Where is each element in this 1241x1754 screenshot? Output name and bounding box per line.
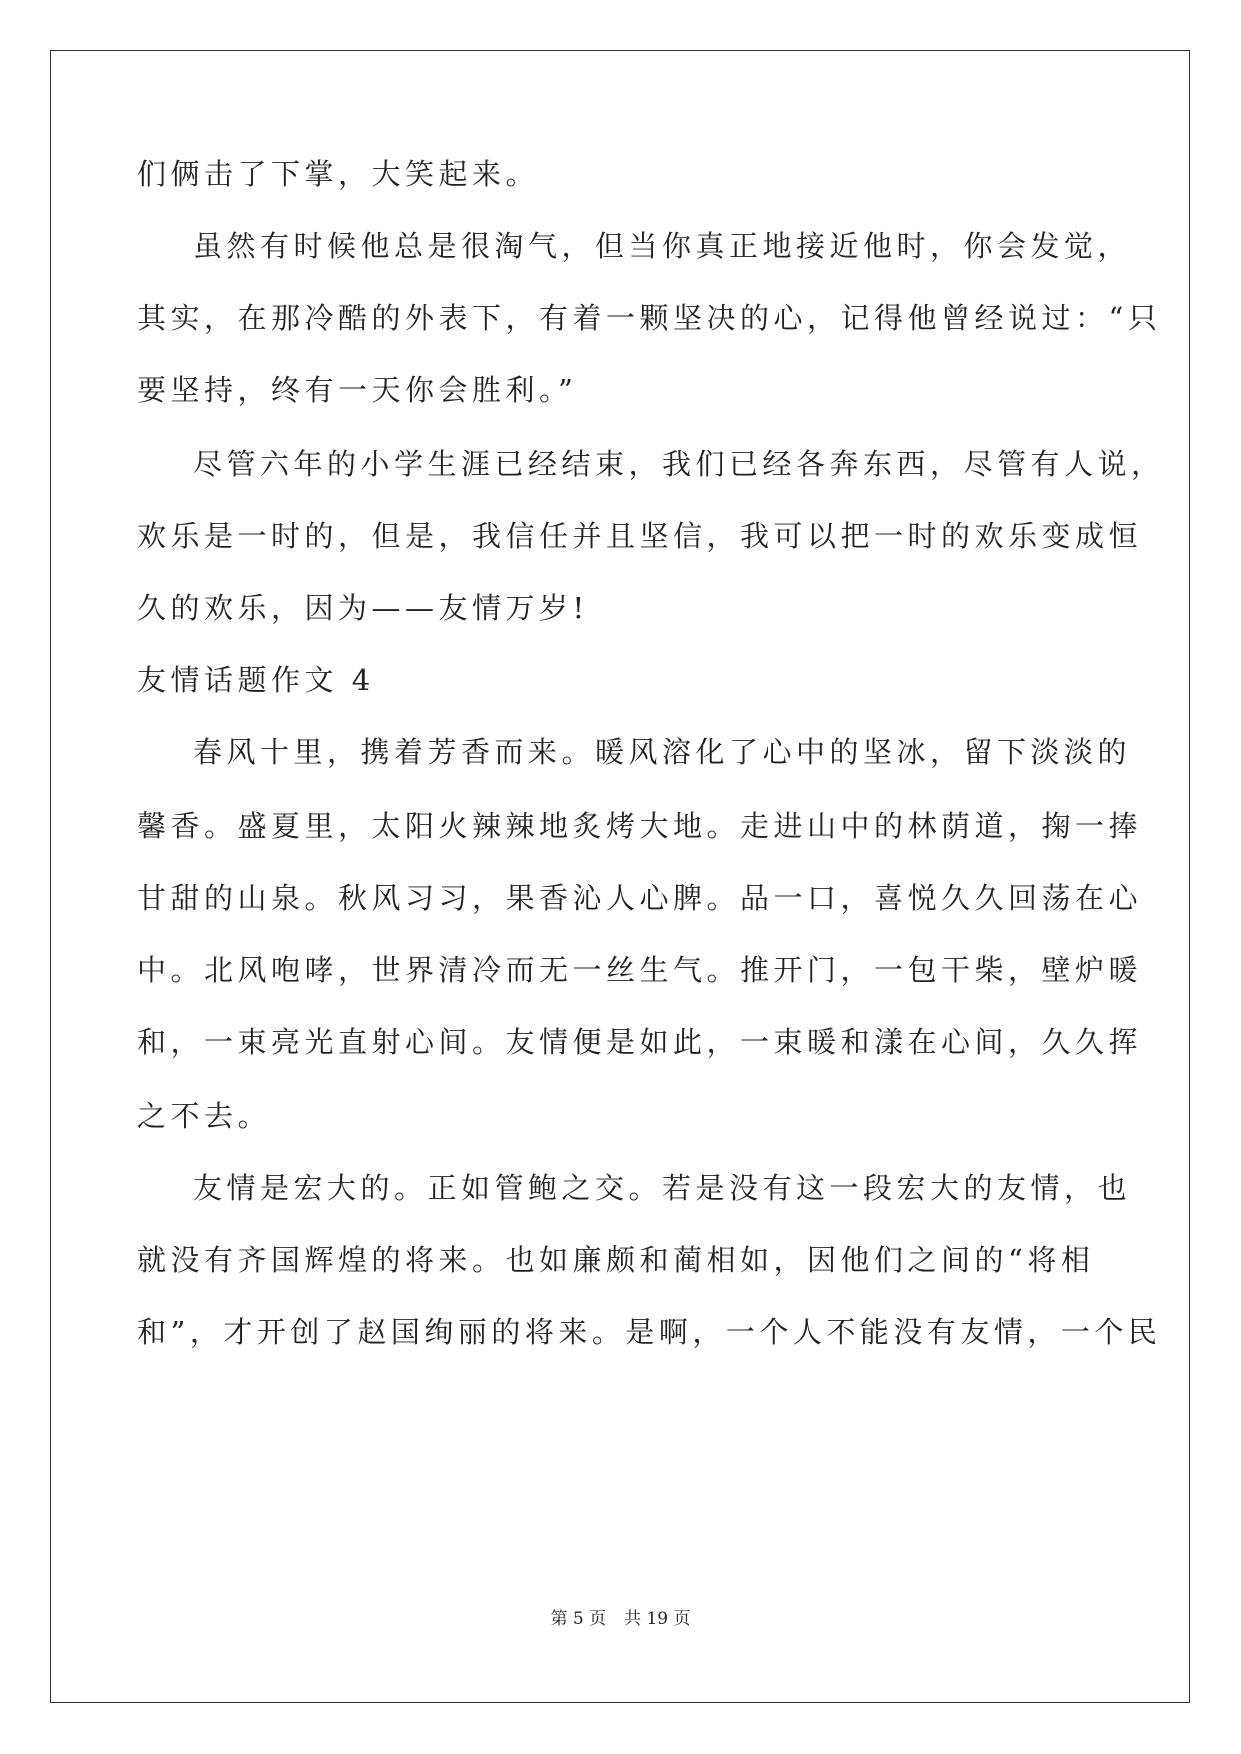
paragraph-start-line: 友情是宏大的。正如管鲍之交。若是没有这一段宏大的友情，也 xyxy=(193,1171,1132,1205)
text-line: 就没有齐国辉煌的将来。也如廉颇和蔺相如，因他们之间的“将相 xyxy=(137,1243,1095,1277)
text-line: 们俩击了下掌，大笑起来。 xyxy=(137,157,540,191)
current-page-number: 第 5 页 xyxy=(550,1609,607,1629)
text-line: 之不去。 xyxy=(137,1099,272,1133)
text-line: 和”，才开创了赵国绚丽的将来。是啊，一个人不能没有友情，一个民 xyxy=(137,1315,1162,1349)
text-line: 馨香。盛夏里，太阳火辣辣地炙烤大地。走进山中的林荫道，掬一捧 xyxy=(137,809,1143,843)
section-heading: 友情话题作文 4 xyxy=(137,663,375,697)
text-line: 和，一束亮光直射心间。友情便是如此，一束暖和漾在心间，久久挥 xyxy=(137,1025,1143,1059)
paragraph-start-line: 尽管六年的小学生涯已经结束，我们已经各奔东西，尽管有人说， xyxy=(193,447,1165,481)
text-line: 要坚持，终有一天你会胜利。” xyxy=(137,373,578,407)
paragraph-start-line: 春风十里，携着芳香而来。暖风溶化了心中的坚冰，留下淡淡的 xyxy=(193,735,1132,769)
paragraph-start-line: 虽然有时候他总是很淘气，但当你真正地接近他时，你会发觉， xyxy=(193,229,1132,263)
text-line: 欢乐是一时的，但是，我信任并且坚信，我可以把一时的欢乐变成恒 xyxy=(137,519,1143,553)
total-pages: 共 19 页 xyxy=(624,1609,691,1629)
page-footer xyxy=(0,1608,1241,1630)
text-line: 中。北风咆哮，世界清冷而无一丝生气。推开门，一包干柴，壁炉暖 xyxy=(137,953,1143,987)
text-line: 甘甜的山泉。秋风习习，果香沁人心脾。品一口，喜悦久久回荡在心 xyxy=(137,881,1143,915)
text-line: 久的欢乐，因为——友情万岁! xyxy=(137,591,589,625)
text-line: 其实，在那冷酷的外表下，有着一颗坚决的心，记得他曾经说过：“只 xyxy=(137,301,1162,335)
